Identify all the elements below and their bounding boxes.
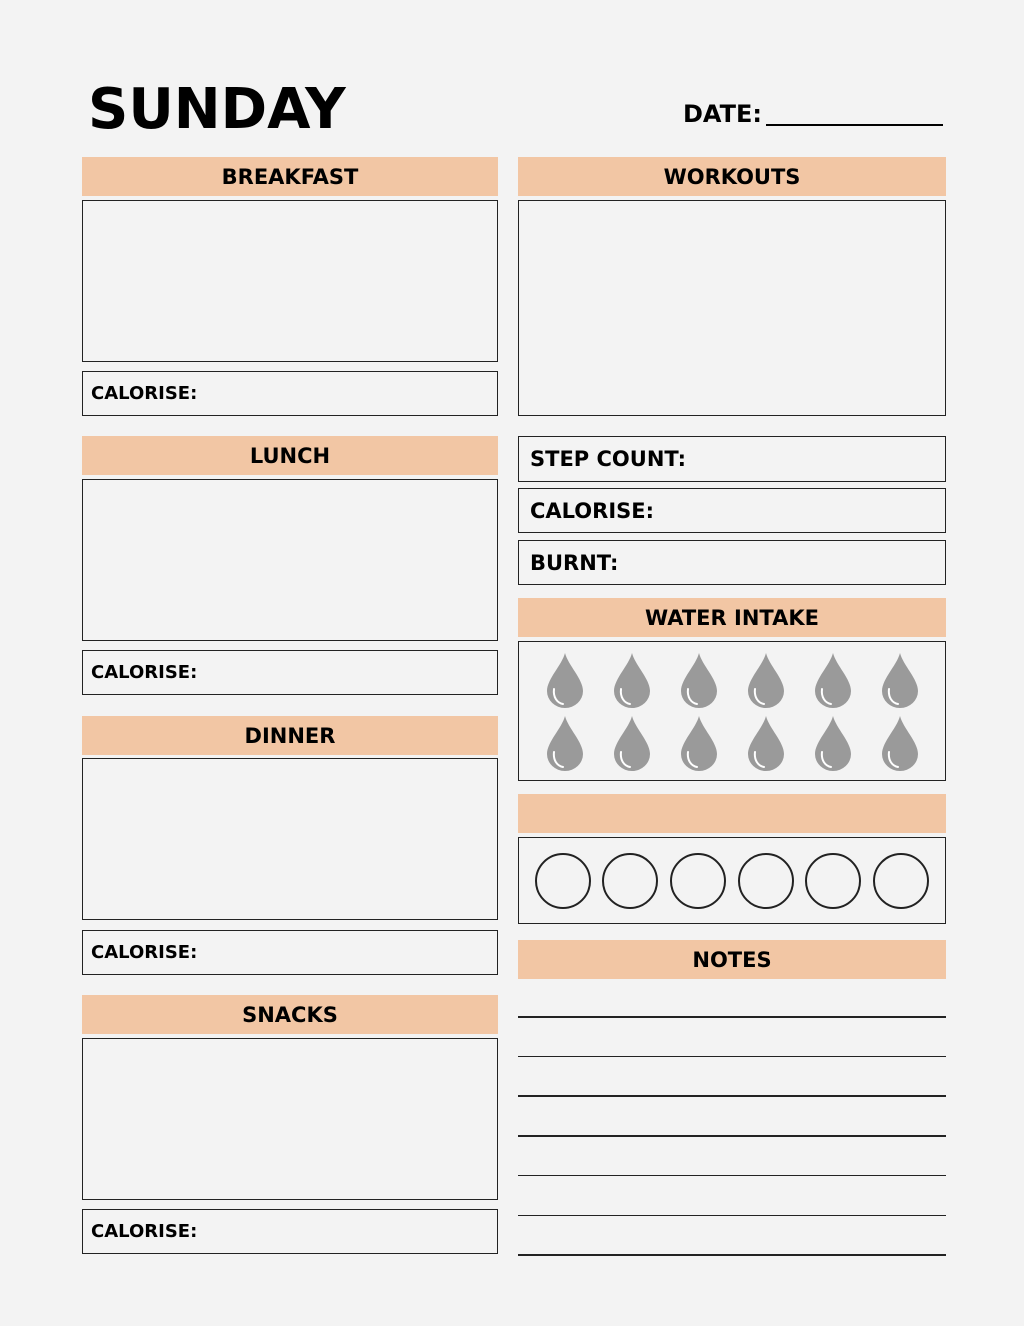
breakfast-header: BREAKFAST (82, 157, 498, 196)
note-line[interactable] (518, 1016, 946, 1018)
water-drop-icon[interactable] (665, 711, 732, 774)
workout-calorise-field[interactable] (518, 488, 946, 533)
step-count-label: STEP COUNT: (530, 447, 686, 471)
note-line[interactable] (518, 1056, 946, 1058)
workouts-box[interactable] (518, 200, 946, 416)
date-label: DATE: (683, 100, 762, 128)
snacks-box[interactable] (82, 1038, 498, 1200)
note-line[interactable] (518, 1175, 946, 1177)
breakfast-calorie-field[interactable] (82, 371, 498, 416)
snacks-calorie-label: CALORISE: (91, 1221, 198, 1242)
lunch-calorie-label: CALORISE: (91, 662, 198, 683)
lunch-box[interactable] (82, 479, 498, 641)
water-drop-icon[interactable] (665, 648, 732, 711)
burnt-label: BURNT: (530, 550, 619, 575)
snacks-header: SNACKS (82, 995, 498, 1034)
tracker-circle[interactable] (535, 853, 591, 909)
tracker-circle[interactable] (873, 853, 929, 909)
tracker-circle[interactable] (805, 853, 861, 909)
tracker-circle[interactable] (670, 853, 726, 909)
workout-calorise-label: CALORISE: (530, 498, 655, 523)
breakfast-box[interactable] (82, 200, 498, 362)
tracker-circles (518, 837, 946, 924)
water-drop-icon[interactable] (598, 711, 665, 774)
lunch-header: LUNCH (82, 436, 498, 475)
note-line[interactable] (518, 1215, 946, 1217)
note-line[interactable] (518, 1135, 946, 1137)
water-drop-icon[interactable] (531, 648, 598, 711)
water-drop-icon[interactable] (799, 711, 866, 774)
water-intake-header: WATER INTAKE (518, 598, 946, 637)
water-drop-icon[interactable] (598, 648, 665, 711)
note-line[interactable] (518, 1095, 946, 1097)
step-count-field[interactable] (518, 436, 946, 482)
tracker-header (518, 794, 946, 833)
dinner-calorie-label: CALORISE: (91, 942, 198, 963)
snacks-calorie-field[interactable] (82, 1209, 498, 1254)
dinner-calorie-field[interactable] (82, 930, 498, 975)
workouts-header: WORKOUTS (518, 157, 946, 196)
notes-header: NOTES (518, 940, 946, 979)
water-drop-icon[interactable] (799, 648, 866, 711)
tracker-circle[interactable] (738, 853, 794, 909)
lunch-calorie-field[interactable] (82, 650, 498, 695)
water-drop-icon[interactable] (732, 711, 799, 774)
dinner-header: DINNER (82, 716, 498, 755)
water-drop-icon[interactable] (866, 711, 933, 774)
breakfast-calorie-label: CALORISE: (91, 383, 198, 404)
burnt-field[interactable] (518, 540, 946, 585)
dinner-box[interactable] (82, 758, 498, 920)
water-drop-icon[interactable] (866, 648, 933, 711)
water-intake-grid (518, 641, 946, 781)
water-drop-icon[interactable] (732, 648, 799, 711)
date-field[interactable] (766, 124, 943, 126)
water-drop-icon[interactable] (531, 711, 598, 774)
tracker-circle[interactable] (602, 853, 658, 909)
page-title: SUNDAY (88, 77, 346, 142)
note-line[interactable] (518, 1254, 946, 1256)
